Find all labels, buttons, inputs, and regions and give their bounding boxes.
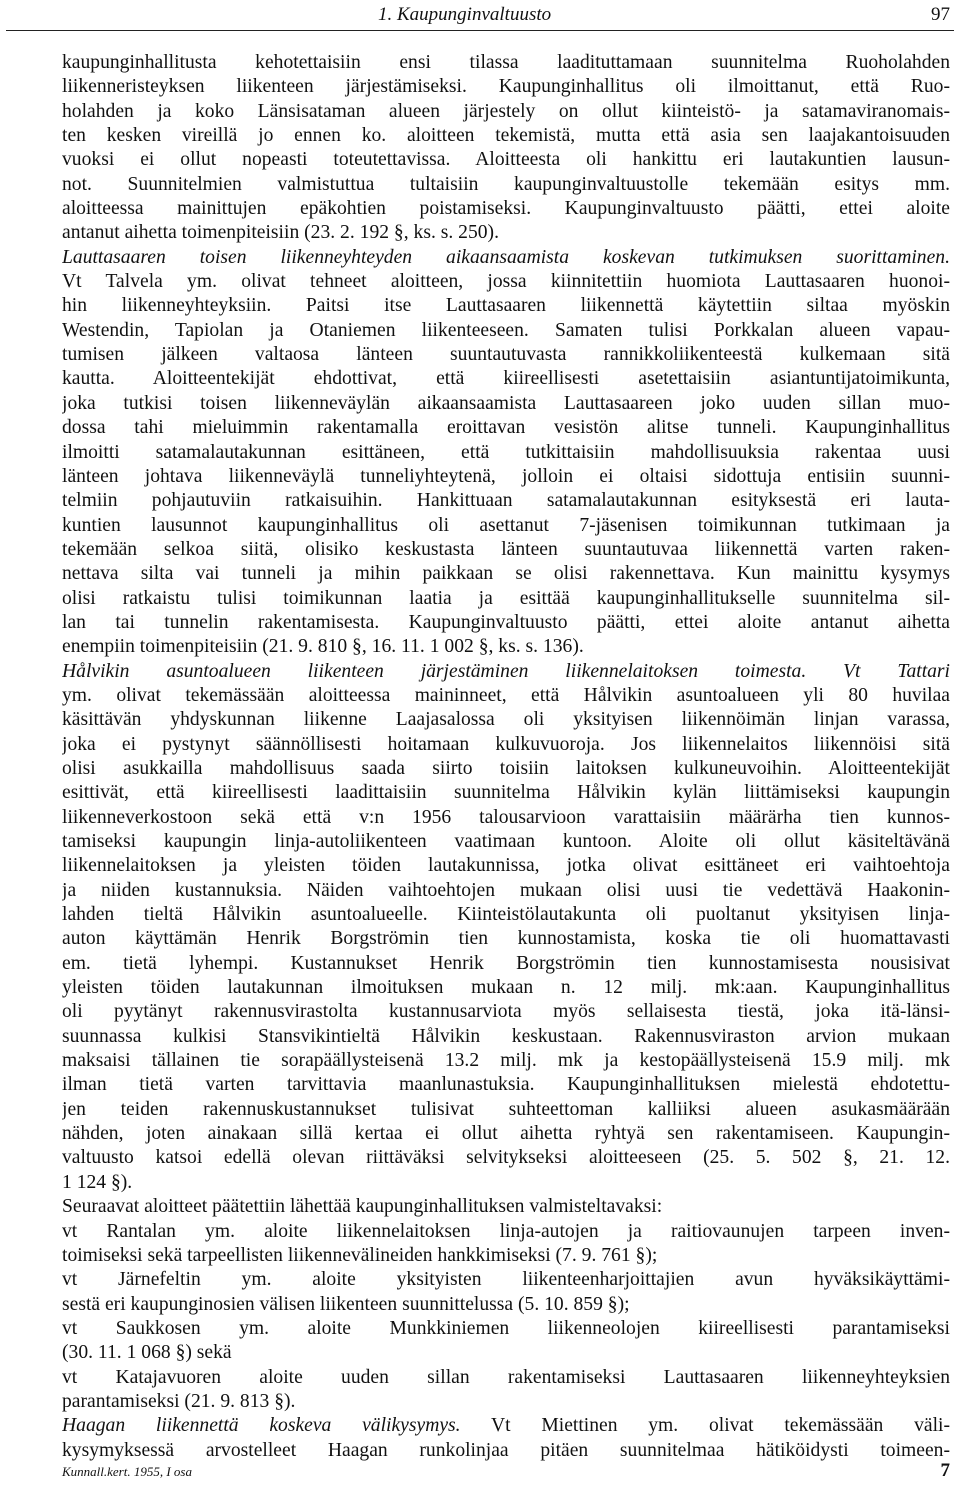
signature-mark: 7 [940, 1460, 950, 1481]
header-rule [6, 30, 954, 31]
text-line: ilman tietä varten tarvittavia maanlunastuksia. Kaupunginhallituksen mielestä ehdotettu- [62, 1074, 950, 1096]
page-footer [0, 1460, 960, 1488]
text-line: Haagan liikennettä koskeva välikysymys. Vt Miettinen ym. olivat tekemässään väli- [62, 1415, 950, 1437]
text-line: valtuusto katsoi edellä olevan riittäväksi selvitykseksi aloitteeseen (25. 5. 502 §, 21. 12. [62, 1147, 950, 1169]
text-line: vt Saukkosen ym. aloite Munkkiniemen liikenneolojen kiireellisesti parantamiseksi [62, 1317, 950, 1339]
text-line: aloitteessa mainittujen epäkohtien poistamiseksi. Kaupunginvaltuusto päätti, ettei aloite [62, 198, 950, 220]
text-line: sestä eri kaupunginosien välisen liikenteen suunnittelussa (5. 10. 859 §); [62, 1293, 630, 1315]
text-line: länteen johtava liikenneväylä tunneliyhteytenä, jolloin ei oltaisi sidottuja entisiin suunni- [62, 465, 950, 487]
text-line: tekemään selkoa siitä, olisiko keskustasta länteen suuntautuvaa liikennettä varten raken- [62, 538, 950, 560]
text-line: oli pyytänyt rakennusvirastolta kustannusarviota myös sellaisesta tiestä, joka itä-länsi- [62, 1001, 950, 1023]
text-line: lahden tieltä Hålvikin asuntoalueelle. Kiinteistölautakunta oli puoltanut yksityisen linja- [62, 904, 950, 926]
text-line: kuntien lausunnot kaupunginhallitus oli asettanut 7-jäsenisen toimikunnan tutkimaan ja [62, 514, 950, 536]
text-line: joka ei pystynyt säännöllisesti hoitamaan kulkuvuoroja. Jos liikennelaitos liikennöisi sitä [62, 733, 950, 755]
page-header [0, 0, 960, 34]
text-line: joka tutkisi toisen liikenneväylän aikaansaamista Lauttasaareen joko uuden sillan muo- [62, 392, 950, 414]
text-line: not. Suunnitelmien valmistuttua tultaisiin kaupunginvaltuustolle tekemään esitys mm. [62, 173, 950, 195]
text-line: hin liikenneyhteyksiin. Paitsi itse Lauttasaaren liikennettä käytettiin siltaa myöskin [62, 295, 950, 317]
text-line: parantamiseksi (21. 9. 813 §). [62, 1390, 296, 1412]
text-line: em. tietä lyhempi. Kustannukset Henrik Borgströmin tien kunnostamisesta nousisivat [62, 952, 950, 974]
text-line: vt Järnefeltin ym. aloite yksityisten liikenteenharjoittajien avun hyväksikäyttämi- [62, 1269, 950, 1291]
text-line: jen teiden rakennuskustannukset tulisivat suhteettoman kalliiksi alueen asukasmäärään [62, 1098, 950, 1120]
text-line: olisi ratkaistu tulisi toimikunnan laatia ja esittää kaupunginhallitukselle suunnitelma sil- [62, 587, 950, 609]
text-line: nähden, joten ainakaan sillä kertaa ei ollut aihetta ryhtyä sen rakentamiseen. Kaupungin- [62, 1123, 950, 1145]
text-line: dossa tahi mieluimmin rakentamalla eroittavan vesistön alitse tunneli. Kaupunginhallitus [62, 417, 950, 439]
text-line: ten kesken vireillä jo ennen ko. aloitteen tekemistä, mutta että asia sen laajakantoisuuden [62, 125, 950, 147]
body-text [62, 51, 950, 1463]
text-line: nettava silta vai tunneli ja mihin paikkaan se olisi rakennettava. Kun mainittu kysymys [62, 563, 950, 585]
text-line: kaupunginhallitusta kehotettaisiin ensi tilassa laadituttamaan suunnitelma Ruoholahden [62, 52, 950, 73]
text-line: Westendin, Tapiolan ja Otaniemen liikenteeseen. Samaten tulisi Porkkalan alueen vapau- [62, 319, 950, 341]
text-line: esittivät, että kiireellisesti laadittaisiin suunnitelma Hålvikin kylän liittämiseksi kaupungin [62, 782, 950, 804]
text-line: holahden ja koko Länsisataman alueen järjestely on ollut kiinteistö- ja satamaviranomais- [62, 100, 950, 122]
text-line: (30. 11. 1 068 §) sekä [62, 1342, 232, 1364]
chapter-title: 1. Kaupunginvaltuusto [378, 4, 552, 25]
text-line: Lauttasaaren toisen liikenneyhteyden aikaansaamista koskevan tutkimuksen suorittaminen. [62, 246, 950, 268]
text-line: tumisen jälkeen valtaosa länteen suuntautuvasta rannikkoliikenteestä kulkemaan sitä [62, 344, 950, 366]
text-line: liikennelaitoksen ja yleisten töiden lautakunnissa, jotka olivat esittäneet eri vaihtoehtoja [62, 855, 950, 877]
text-line: lan tai tunnelin rakentamisesta. Kaupunginvaltuusto päätti, ettei aloite antanut aihetta [62, 611, 950, 633]
text-line: vt Katajavuoren aloite uuden sillan rakentamiseksi Lauttasaaren liikenneyhteyksien [62, 1366, 950, 1388]
text-line: käsittävän yhdyskunnan liikenne Laajasalossa oli yksityisen liikennöimän linjan varassa, [62, 709, 950, 731]
page-number: 97 [931, 4, 950, 25]
text-line: kautta. Aloitteentekijät ehdottivat, että kiireellisesti asetettaisiin asiantuntijatoimikunta, [62, 368, 950, 390]
source-note: Kunnall.kert. 1955, I osa [62, 1464, 192, 1479]
text-line: liikenneristeyksen liikenteen järjestämiseksi. Kaupunginhallitus oli ilmoittanut, että Ruo- [62, 76, 950, 98]
text-line: 1 124 §). [62, 1171, 133, 1193]
text-line: vt Rantalan ym. aloite liikennelaitoksen linja-autojen ja raitiovaunujen tarpeen inven- [62, 1220, 950, 1242]
text-line: Seuraavat aloitteet päätettiin lähettää kaupunginhallituksen valmisteltavaksi: [62, 1196, 663, 1218]
text-line: auton käyttämän Henrik Borgströmin tien kunnostamista, koska tie oli huomattavasti [62, 928, 950, 950]
text-line: ja niiden kustannuksia. Näiden vaihtoehtojen mukaan olisi uusi tie vedettävä Haakonin- [62, 879, 950, 901]
text-line: enempiin toimenpiteisiin (21. 9. 810 §, 16. 11. 1 002 §, ks. s. 136). [62, 636, 584, 658]
text-line: tamiseksi kaupungin linja-autoliikenteen vaatimaan kuntoon. Aloite oli ollut käsiteltävänä [62, 831, 950, 852]
text-line: ym. olivat tekemässään aloitteessa maininneet, että Hålvikin asuntoalueen yli 80 huvilaa [62, 684, 950, 706]
text-line: olisi asukkailla mahdollisuus saada siirto toisiin laitoksen kulkuneuvoihin. Aloitteentekijät [62, 757, 950, 779]
text-line: toimiseksi sekä tarpeellisten liikennevälineiden hankkimiseksi (7. 9. 761 §); [62, 1244, 658, 1266]
text-line: telmiin pohjautuviin ratkaisuihin. Hankittuaan satamalautakunnan esityksestä eri lauta- [62, 490, 950, 512]
text-line: vuoksi ei ollut nopeasti toteutettavissa. Aloitteesta oli hankittu eri lautakuntien lausun- [62, 149, 950, 171]
text-line: Vt Talvela ym. olivat tehneet aloitteen, jossa kiinnitettiin huomiota Lauttasaaren huonoi- [62, 271, 950, 293]
text-line: liikenneverkostoon sekä että v:n 1956 talousarvioon varattaisiin määrärha tien kunnos- [62, 806, 950, 828]
text-line: maksaisi tällainen tie sorapäällysteisenä 13.2 milj. mk ja kestopäällysteisenä 15.9 milj. mk [62, 1050, 950, 1072]
text-line: ilmoitti satamalautakunnan esittäneen, että tutkittaisiin mahdollisuuksia rakentaa uusi [62, 441, 950, 463]
text-line: Hålvikin asuntoalueen liikenteen järjestäminen liikennelaitoksen toimesta. Vt Tattari [62, 660, 950, 682]
text-line: yleisten töiden lautakunnan ilmoituksen mukaan n. 12 milj. mk:aan. Kaupunginhallitus [62, 977, 950, 999]
text-line: kysymyksessä arvostelleet Haagan runkolinjaa pitäen suunnitelmaa hätiköidysti toimeen- [62, 1439, 950, 1461]
text-line: antanut aihetta toimenpiteisiin (23. 2. 192 §, ks. s. 250). [62, 222, 499, 244]
text-line: suunnassa kulkisi Stansvikintieltä Hålvikin keskustaan. Rakennusviraston arvion mukaan [62, 1025, 950, 1047]
